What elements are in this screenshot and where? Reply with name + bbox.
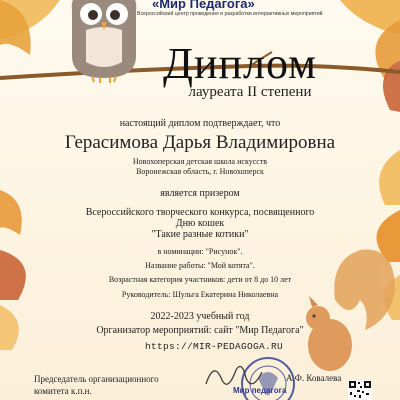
recipient-name: Герасимова Дарья Владимировна [64, 132, 336, 153]
winner-text: является призером [160, 188, 240, 199]
school-name: Новохоперская детская школа искусств [132, 157, 268, 166]
diploma-title: Диплом [162, 39, 318, 88]
signer-name: А.Ф. Ковалева [286, 373, 342, 383]
contest-line-1: Всероссийского творческого конкурса, посвященного [85, 207, 315, 218]
chair-title-line-1: Председатель организационного [34, 374, 159, 384]
contest-line-3: "Такие разные котики" [151, 229, 249, 240]
age-category-text: Возрастная категория участников: дети от 8 до 10 лет [108, 275, 292, 284]
confirm-text: настоящий диплом подтверждает, что [119, 118, 281, 129]
chair-title-line-2: комитета к.п.н. [34, 386, 92, 396]
work-name-text: Название работы: "Мой котята". [145, 261, 255, 270]
supervisor-text: Руководитель: Шульга Екатерина Николаевна [121, 290, 279, 299]
seal-label: Мир педагога [233, 386, 287, 395]
brand-title: «Мир Педагога» [152, 0, 255, 11]
organizer-text: Организатор мероприятий: сайт "Мир Педагога" [96, 325, 304, 336]
region-text: Воронежская область, г. Новохоперск [136, 167, 264, 176]
site-url: https://MIR-PEDAGOGA.RU [145, 341, 284, 352]
school-year: 2022-2023 учебный год [150, 311, 250, 322]
signature-scribble [206, 366, 262, 384]
brand-subtitle: Всероссийский центр проведения и разработки интерактивных мероприятий [137, 11, 323, 17]
diploma-degree: лауреата II степени [188, 84, 312, 100]
contest-line-2: Дню кошек [175, 218, 225, 229]
nomination-text: в номинации: "Рисунок". [157, 247, 243, 256]
qr-code-icon [348, 380, 372, 400]
